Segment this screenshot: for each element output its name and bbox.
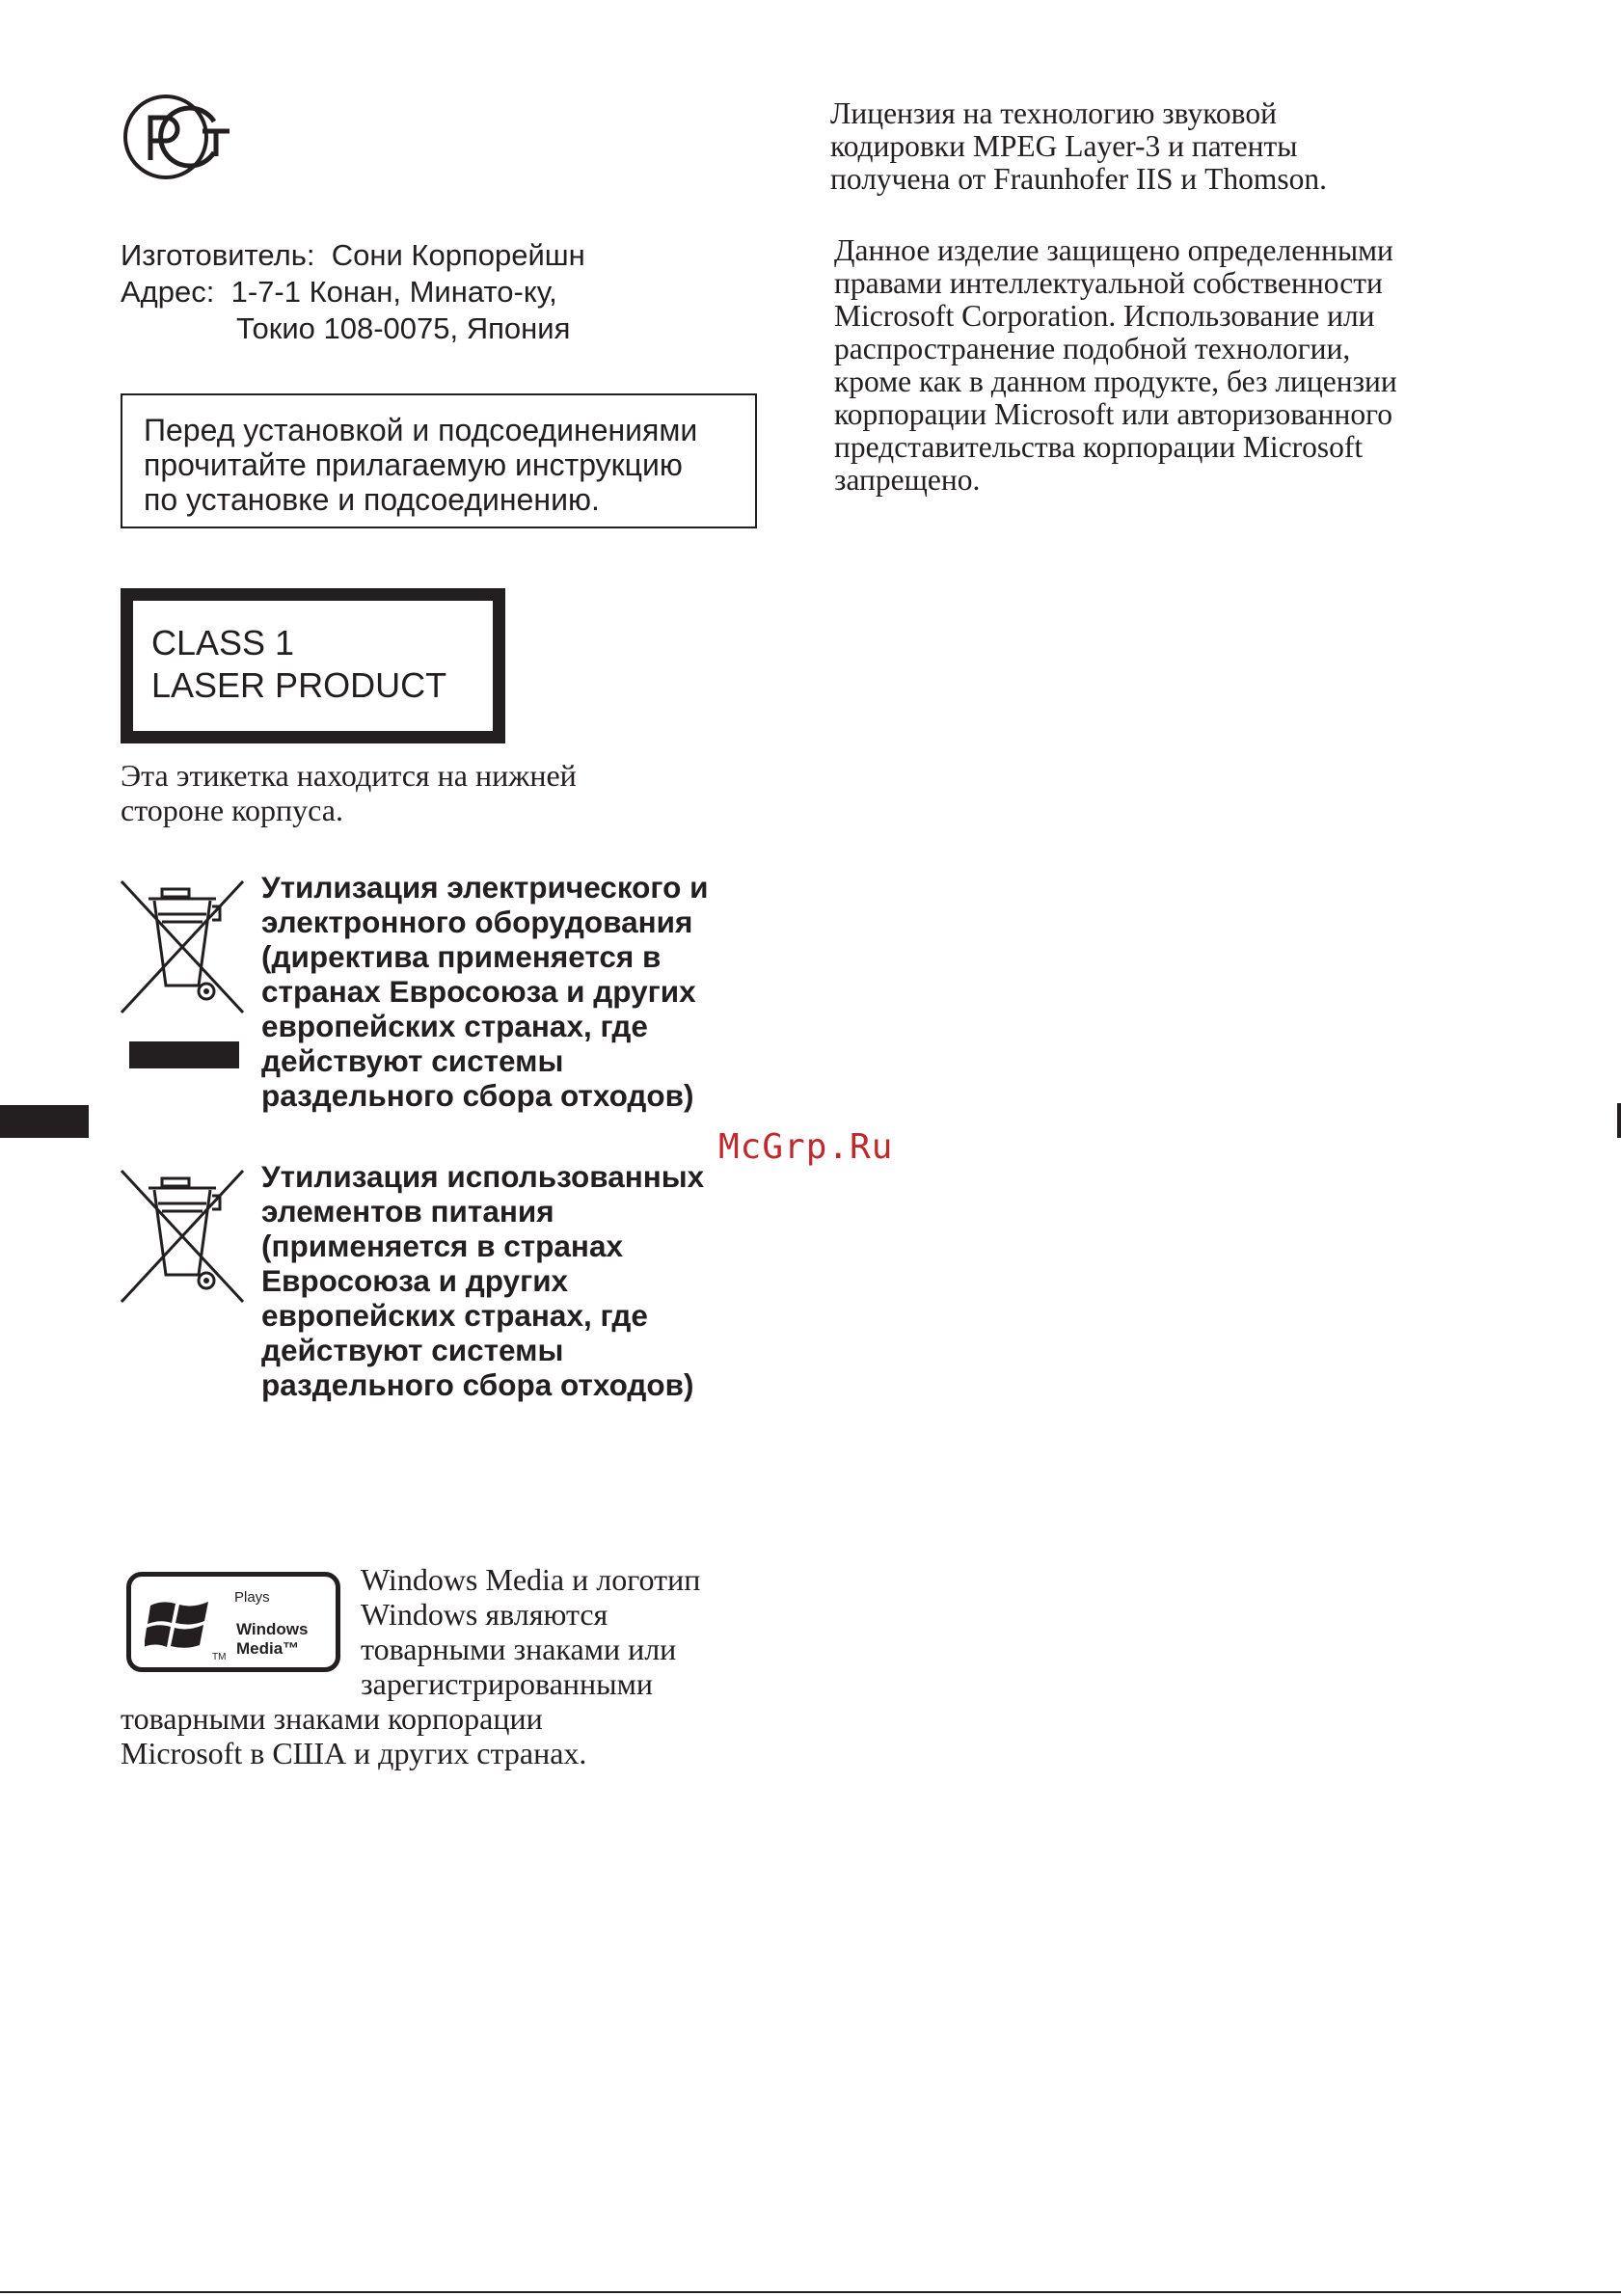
battery-line: элементов питания [261,1194,554,1229]
mpeg-license-text [830,97,1327,196]
battery-disposal-text [261,1159,704,1402]
wm-trademark-line: Windows являются [361,1597,608,1632]
ms-line: распространение подобной технологии, [834,332,1351,365]
battery-line: (применяется в странах [261,1229,624,1263]
mpeg-line: получена от Fraunhofer IIS и Thomson. [830,162,1327,196]
pct-certification-logo [122,93,235,181]
windows-flag-icon [145,1594,214,1658]
ms-line: запрещено. [834,463,981,497]
address-line-1: 1-7-1 Конан, Минато-ку, [230,275,557,309]
install-notice-line: по установке и подсоединению. [144,482,600,517]
wm-plays: Plays [234,1589,270,1606]
weee-line: Утилизация электрического и [261,870,709,905]
weee-line: действуют системы [261,1043,564,1078]
weee-date-bar [129,1041,239,1068]
mpeg-line: Лицензия на технологию звуковой [830,96,1277,130]
laser-product-label [121,588,505,743]
wm-trademark-line: товарными знаками или [361,1632,677,1666]
battery-line: Утилизация использованных [261,1159,705,1194]
plays-windows-media-logo [126,1572,340,1672]
weee-line: электронного оборудования [261,905,693,939]
label-note-line: стороне корпуса. [121,793,343,827]
weee-line: странах Евросоюза и других [261,974,696,1009]
laser-product: LASER PRODUCT [151,665,447,705]
crossed-bin-icon [120,1167,245,1311]
weee-disposal-text [261,870,708,1113]
install-notice-box [121,393,757,528]
address-label: Адрес: [121,275,215,309]
wm-media: Media™ [236,1639,300,1658]
ms-line: правами интеллектуальной собственности [834,266,1383,300]
page-bottom-rule [0,2291,1621,2293]
label-note-line: Эта этикетка находится на нижней [121,758,577,793]
pct-mark-icon [122,93,235,181]
manufacturer-name: Сони Корпорейшн [331,238,585,272]
wm-trademark-text [361,1562,700,1701]
label-location-note [121,758,577,827]
ms-line: корпорации Microsoft или авторизованного [834,397,1392,431]
wm-trademark-line: Microsoft в США и других странах. [121,1736,587,1770]
wm-windows: Windows [236,1620,309,1638]
crossed-bin-icon [120,878,245,1022]
weee-line: раздельного сбора отходов) [261,1078,694,1113]
weee-line: европейских странах, где [261,1009,648,1043]
battery-line: европейских странах, где [261,1298,648,1333]
mpeg-line: кодировки MPEG Layer-3 и патенты [830,129,1298,163]
battery-line: раздельного сбора отходов) [261,1367,694,1402]
battery-line: действуют системы [261,1333,564,1367]
install-notice-line: Перед установкой и подсоединениями [144,413,698,447]
install-notice-line: прочитайте прилагаемую инструкцию [144,447,683,482]
page-side-tab [0,1105,89,1138]
weee-line: (директива применяется в [261,939,662,974]
ms-line: Данное изделие защищено определенными [834,233,1393,267]
wm-trademark-line: Windows Media и логотип [361,1562,701,1597]
wm-trademark-line: товарными знаками корпорации [121,1701,543,1736]
ms-line: кроме как в данном продукте, без лицензии [834,365,1397,398]
ms-line: Microsoft Corporation. Использование или [834,299,1375,333]
wm-trademark-text-continued [121,1701,586,1770]
laser-class: CLASS 1 [151,623,295,662]
wm-tm: TM [212,1652,227,1662]
ms-line: представительства корпорации Microsoft [834,430,1364,464]
manufacturer-label: Изготовитель: [121,238,315,272]
battery-line: Евросоюза и других [261,1263,569,1298]
manufacturer-info [121,237,585,347]
watermark-text: McGrp.Ru [718,1127,894,1167]
wm-trademark-line: зарегистрированными [361,1666,654,1701]
microsoft-ip-text [834,234,1397,497]
page-edge-mark [1617,1103,1621,1138]
address-line-2: Токио 108-0075, Япония [236,311,571,345]
